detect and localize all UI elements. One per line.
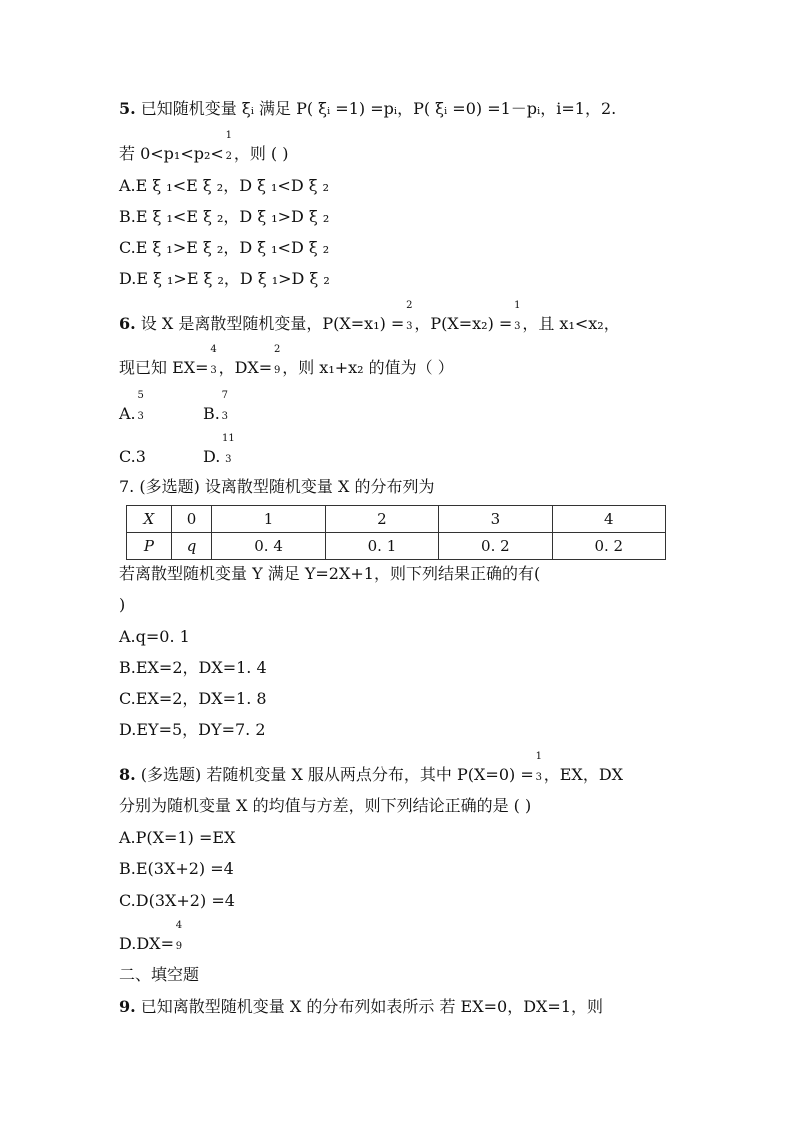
fraction-denominator: 9 [175,941,183,952]
fraction-numerator: 1 [225,130,232,141]
q7-option-b: B.EX=2，DX=1. 4 [119,658,267,677]
table-cell: P [127,533,172,560]
q6-line1 [119,300,620,335]
q8-number: 8. [119,765,136,784]
fraction-denominator: 3 [210,365,217,376]
fraction [512,300,522,335]
q6-text: ，DX= [218,358,273,377]
table-cell: 3 [439,506,552,533]
fraction-denominator: 3 [514,321,521,332]
fraction-denominator: 3 [535,772,542,783]
q8-option-d [119,920,184,955]
fraction [534,751,544,786]
table-cell: 0. 2 [552,533,665,560]
q5-line1 [119,98,616,120]
fraction-numerator: 2 [406,300,413,311]
fraction [272,344,282,379]
q8-text: ，EX，DX [543,765,624,784]
q6-text: 现已知 EX= [119,358,209,377]
fraction [404,300,414,335]
q5-option-d: D.E ξ ₁>E ξ ₂，D ξ ₁>D ξ ₂ [119,269,330,288]
q9-number: 9. [119,997,136,1016]
table-row [127,533,666,560]
fraction-denominator: 3 [225,454,232,465]
q5-stem: 已知随机变量 ξᵢ 满足 P( ξᵢ =1) =pᵢ，P( ξᵢ =0) =1－pᵢ，i=1，2. [140,99,617,118]
q6-option-a: A. [119,404,136,423]
q7-answer-close: ) [119,595,126,614]
q8-option-d-label: D.DX= [119,934,174,953]
q5-option-b: B.E ξ ₁<E ξ ₂，D ξ ₁>D ξ ₂ [119,207,330,226]
fraction-numerator: 1 [514,300,521,311]
fraction [220,433,236,468]
fraction [220,390,230,425]
fraction-numerator: 5 [137,390,144,401]
table-cell: 2 [325,506,438,533]
fraction-denominator: 2 [225,151,232,162]
q8-line2: 分别为随机变量 X 的均值与方差，则下列结论正确的是 ( ) [119,796,532,815]
table-cell: X [127,506,172,533]
table-cell: q [171,533,212,560]
section-heading: 二、填空题 [119,965,200,984]
q6-option-c: C.3 [119,447,146,466]
q5-number: 5. [119,99,136,118]
fraction-numerator: 2 [274,344,281,355]
fraction-denominator: 3 [221,411,229,422]
q5-option-a: A.E ξ ₁<E ξ ₂，D ξ ₁<D ξ ₂ [119,176,330,195]
table-cell: 0. 1 [325,533,438,560]
fraction [136,390,146,425]
q6-option-d [203,433,236,468]
q5-answer-blank: ，则 ( ) [233,144,289,163]
fraction-denominator: 9 [274,365,281,376]
q6-option-d-label: D. [203,447,221,466]
q6-options-row2 [119,433,235,468]
q6-text: 设 X 是离散型随机变量，P(X=x₁) = [140,314,405,333]
fraction-numerator: 1 [535,751,542,762]
fraction-denominator: 3 [406,321,413,332]
q6-text: ，则 x₁+x₂ 的值为（ ） [282,358,454,377]
fraction-numerator: 7 [221,390,229,401]
table-cell: 4 [552,506,665,533]
table-row [127,506,666,533]
q8-option-c: C.D(3X+2) =4 [119,891,235,910]
table-cell: 0. 2 [439,533,552,560]
fraction [224,130,234,165]
q7-stem: 7. (多选题) 设离散型随机变量 X 的分布列为 [119,477,435,496]
q6-option-b-label: B. [203,404,220,423]
q6-options-row1 [119,390,229,425]
q8-text: (多选题) 若随机变量 X 服从两点分布，其中 P(X=0) = [140,765,534,784]
q8-option-a: A.P(X=1) =EX [119,828,236,847]
q8-option-b: B.E(3X+2) =4 [119,859,234,878]
table-cell: 0. 4 [212,533,325,560]
fraction-numerator: 11 [221,433,235,444]
q7-condition: 若离散型随机变量 Y 满足 Y=2X+1，则下列结果正确的有( [119,564,541,583]
q5-line2 [119,130,289,165]
q6-number: 6. [119,314,136,333]
fraction-denominator: 3 [137,411,144,422]
distribution-table [126,505,666,560]
q6-line2 [119,344,454,379]
table-cell: 1 [212,506,325,533]
q7-option-c: C.EX=2，DX=1. 8 [119,689,267,708]
q6-option-b [203,390,230,425]
q5-condition: 若 0<p₁<p₂< [119,144,224,163]
q9-stem: 已知离散型随机变量 X 的分布列如表所示 若 EX=0，DX=1，则 [140,997,603,1016]
fraction [209,344,219,379]
q6-text: ，且 x₁<x₂， [522,314,620,333]
fraction-numerator: 4 [175,920,183,931]
q8-line1 [119,751,624,786]
table-cell: 0 [171,506,212,533]
q5-option-c: C.E ξ ₁>E ξ ₂，D ξ ₁<D ξ ₂ [119,238,330,257]
fraction [174,920,184,955]
q9-line1 [119,996,603,1018]
q6-text: ，P(X=x₂) = [414,314,513,333]
q7-option-d: D.EY=5，DY=7. 2 [119,720,266,739]
q7-option-a: A.q=0. 1 [119,627,190,646]
fraction-numerator: 4 [210,344,217,355]
